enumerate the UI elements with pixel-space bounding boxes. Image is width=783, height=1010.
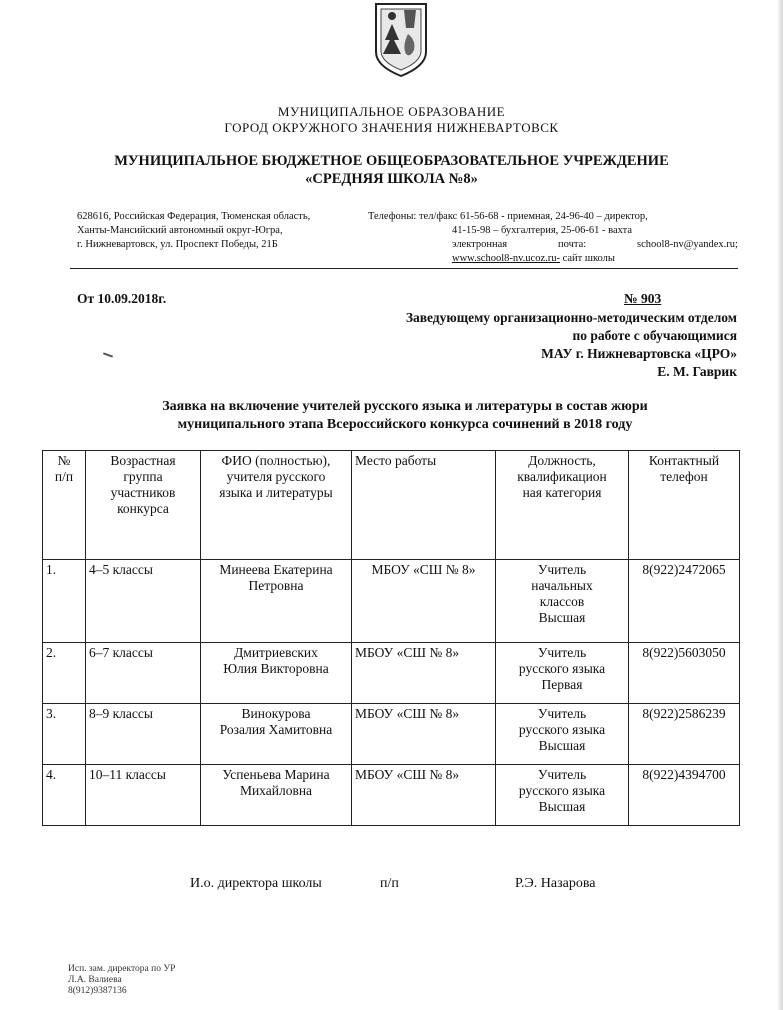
phones-line-1: Телефоны: тел/факс 61-56-68 - приемная, 24-96-40 – директор, xyxy=(368,211,648,222)
header-phone-line-1: Контактный xyxy=(648,453,720,468)
title-line-1: Заявка на включение учителей русского языка и литературы в состав жюри xyxy=(162,399,648,414)
contacts-block xyxy=(368,210,738,266)
row-fio xyxy=(201,704,352,765)
email-line xyxy=(368,238,738,252)
table-row xyxy=(43,704,740,765)
school-line-1: МУНИЦИПАЛЬНОЕ БЮДЖЕТНОЕ ОБЩЕОБРАЗОВАТЕЛЬНОЕ УЧРЕЖДЕНИЕ xyxy=(114,153,669,169)
header-num-line-1: № xyxy=(57,453,71,468)
header-fio-line-2: учителя русского xyxy=(226,469,326,484)
row-pos-line-3: Высшая xyxy=(538,738,586,753)
row-position xyxy=(496,560,629,643)
city-emblem xyxy=(370,0,432,80)
row-group: 4–5 классы xyxy=(86,560,201,643)
signature-name: Р.Э. Назарова xyxy=(515,876,596,891)
address-line-2: Ханты-Мансийский автономный округ-Югра, xyxy=(77,225,283,236)
header-age-line-3: участников xyxy=(110,485,176,500)
row-fio xyxy=(201,560,352,643)
header-age-line-1: Возрастная xyxy=(110,453,176,468)
row-pos-line-3: Первая xyxy=(541,677,583,692)
table-row xyxy=(43,560,740,643)
row-pos-line-1: Учитель xyxy=(537,562,587,577)
row-pos-line-1: Учитель xyxy=(537,706,587,721)
scan-mark xyxy=(103,352,113,357)
address-line-3: г. Нижневартовск, ул. Проспект Победы, 21Б xyxy=(77,239,278,250)
row-pos-line-2: русского языка xyxy=(518,661,606,676)
address-block xyxy=(77,210,367,252)
teachers-table xyxy=(42,450,740,826)
addressee-line-1: Заведующему организационно-методическим отделом xyxy=(405,310,737,325)
header-fio-line-1: ФИО (полностью), xyxy=(221,453,331,468)
table-row xyxy=(43,643,740,704)
row-position xyxy=(496,765,629,826)
row-group: 6–7 классы xyxy=(86,643,201,704)
row-num: 3. xyxy=(43,704,86,765)
row-fio-line-1: Успеньева Марина xyxy=(222,767,330,782)
executor-line-2: Л.А. Валиева xyxy=(68,975,122,985)
header-position xyxy=(496,451,629,560)
addressee-line-4: Е. М. Гаврик xyxy=(657,364,737,379)
row-fio-line-1: Дмитриевских xyxy=(234,645,318,660)
row-fio-line-2: Петровна xyxy=(248,578,304,593)
letter-date: От 10.09.2018г. xyxy=(77,291,167,306)
row-position xyxy=(496,704,629,765)
header-workplace xyxy=(352,451,496,560)
header-divider xyxy=(70,268,738,269)
header-pos-line-2: квалификацион xyxy=(517,469,607,484)
row-pos-line-3: классов xyxy=(539,594,585,609)
row-num: 4. xyxy=(43,765,86,826)
executor-line-3: 8(912)9387136 xyxy=(68,986,127,996)
addressee-block xyxy=(406,309,737,381)
row-fio xyxy=(201,765,352,826)
website-line xyxy=(368,252,738,266)
row-fio-line-1: Винокурова xyxy=(241,706,311,721)
header-phone-line-2: телефон xyxy=(660,469,708,484)
municipality-line-2: ГОРОД ОКРУЖНОГО ЗНАЧЕНИЯ НИЖНЕВАРТОВСК xyxy=(224,120,559,135)
row-num: 1. xyxy=(43,560,86,643)
row-fio-line-1: Минеева Екатерина xyxy=(219,562,333,577)
document-title xyxy=(0,398,783,434)
header-num xyxy=(43,451,86,560)
row-pos-line-1: Учитель xyxy=(537,767,587,782)
row-pos-line-2: начальных xyxy=(531,578,593,593)
table-header-row xyxy=(43,451,740,560)
row-workplace: МБОУ «СШ № 8» xyxy=(352,765,496,826)
email-value[interactable]: school8-nv@yandex.ru; xyxy=(637,239,738,250)
signature-mark: п/п xyxy=(380,876,399,891)
row-position xyxy=(496,643,629,704)
row-num: 2. xyxy=(43,643,86,704)
header-phone xyxy=(629,451,740,560)
row-workplace: МБОУ «СШ № 8» xyxy=(352,704,496,765)
header-age-line-2: группа xyxy=(123,469,163,484)
phones-line-2: 41-15-98 – бухгалтерия, 25-06-61 - вахта xyxy=(452,225,633,236)
address-line-1: 628616, Российская Федерация, Тюменская область, xyxy=(77,211,311,222)
row-phone: 8(922)2586239 xyxy=(629,704,740,765)
header-pos-line-3: ная категория xyxy=(522,485,602,500)
signature-role: И.о. директора школы xyxy=(190,876,322,891)
website-link[interactable]: www.school8-nv.ucoz.ru- xyxy=(452,253,560,264)
header-num-line-2: п/п xyxy=(54,469,74,484)
row-workplace: МБОУ «СШ № 8» xyxy=(352,560,496,643)
row-group: 10–11 классы xyxy=(86,765,201,826)
row-group: 8–9 классы xyxy=(86,704,201,765)
website-suffix: сайт школы xyxy=(559,253,615,264)
row-phone: 8(922)4394700 xyxy=(629,765,740,826)
row-fio xyxy=(201,643,352,704)
addressee-line-2: по работе с обучающимися xyxy=(572,328,737,343)
municipality-line-1: МУНИЦИПАЛЬНОЕ ОБРАЗОВАНИЕ xyxy=(277,104,506,119)
row-fio-line-2: Михайловна xyxy=(239,783,313,798)
header-pos-line-1: Должность, xyxy=(528,453,596,468)
row-phone: 8(922)5603050 xyxy=(629,643,740,704)
executor-block xyxy=(68,964,175,997)
header-age-group xyxy=(86,451,201,560)
title-line-2: муниципального этапа Всероссийского конкурса сочинений в 2018 году xyxy=(177,417,633,432)
addressee-line-3: МАУ г. Нижневартовска «ЦРО» xyxy=(541,346,737,361)
row-pos-line-2: русского языка xyxy=(518,783,606,798)
row-pos-line-2: русского языка xyxy=(518,722,606,737)
school-line-2: «СРЕДНЯЯ ШКОЛА №8» xyxy=(305,171,478,187)
header-fio xyxy=(201,451,352,560)
row-pos-line-3: Высшая xyxy=(538,799,586,814)
letter-number: № 903 xyxy=(624,291,662,306)
email-label-1: электронная xyxy=(452,239,508,250)
table-row xyxy=(43,765,740,826)
header-fio-line-3: языка и литературы xyxy=(219,485,333,500)
row-workplace: МБОУ «СШ № 8» xyxy=(352,643,496,704)
row-pos-line-4: Высшая xyxy=(538,610,586,625)
municipality-heading xyxy=(0,104,783,136)
row-fio-line-2: Юлия Викторовна xyxy=(223,661,329,676)
header-age-line-4: конкурса xyxy=(117,501,169,516)
header-work-label: Место работы xyxy=(355,453,437,468)
email-label-2: почта: xyxy=(557,239,587,250)
executor-line-1: Исп. зам. директора по УР xyxy=(68,964,176,974)
row-phone: 8(922)2472065 xyxy=(629,560,740,643)
row-pos-line-1: Учитель xyxy=(537,645,587,660)
row-fio-line-2: Розалия Хамитовна xyxy=(219,722,333,737)
school-heading xyxy=(0,152,783,188)
